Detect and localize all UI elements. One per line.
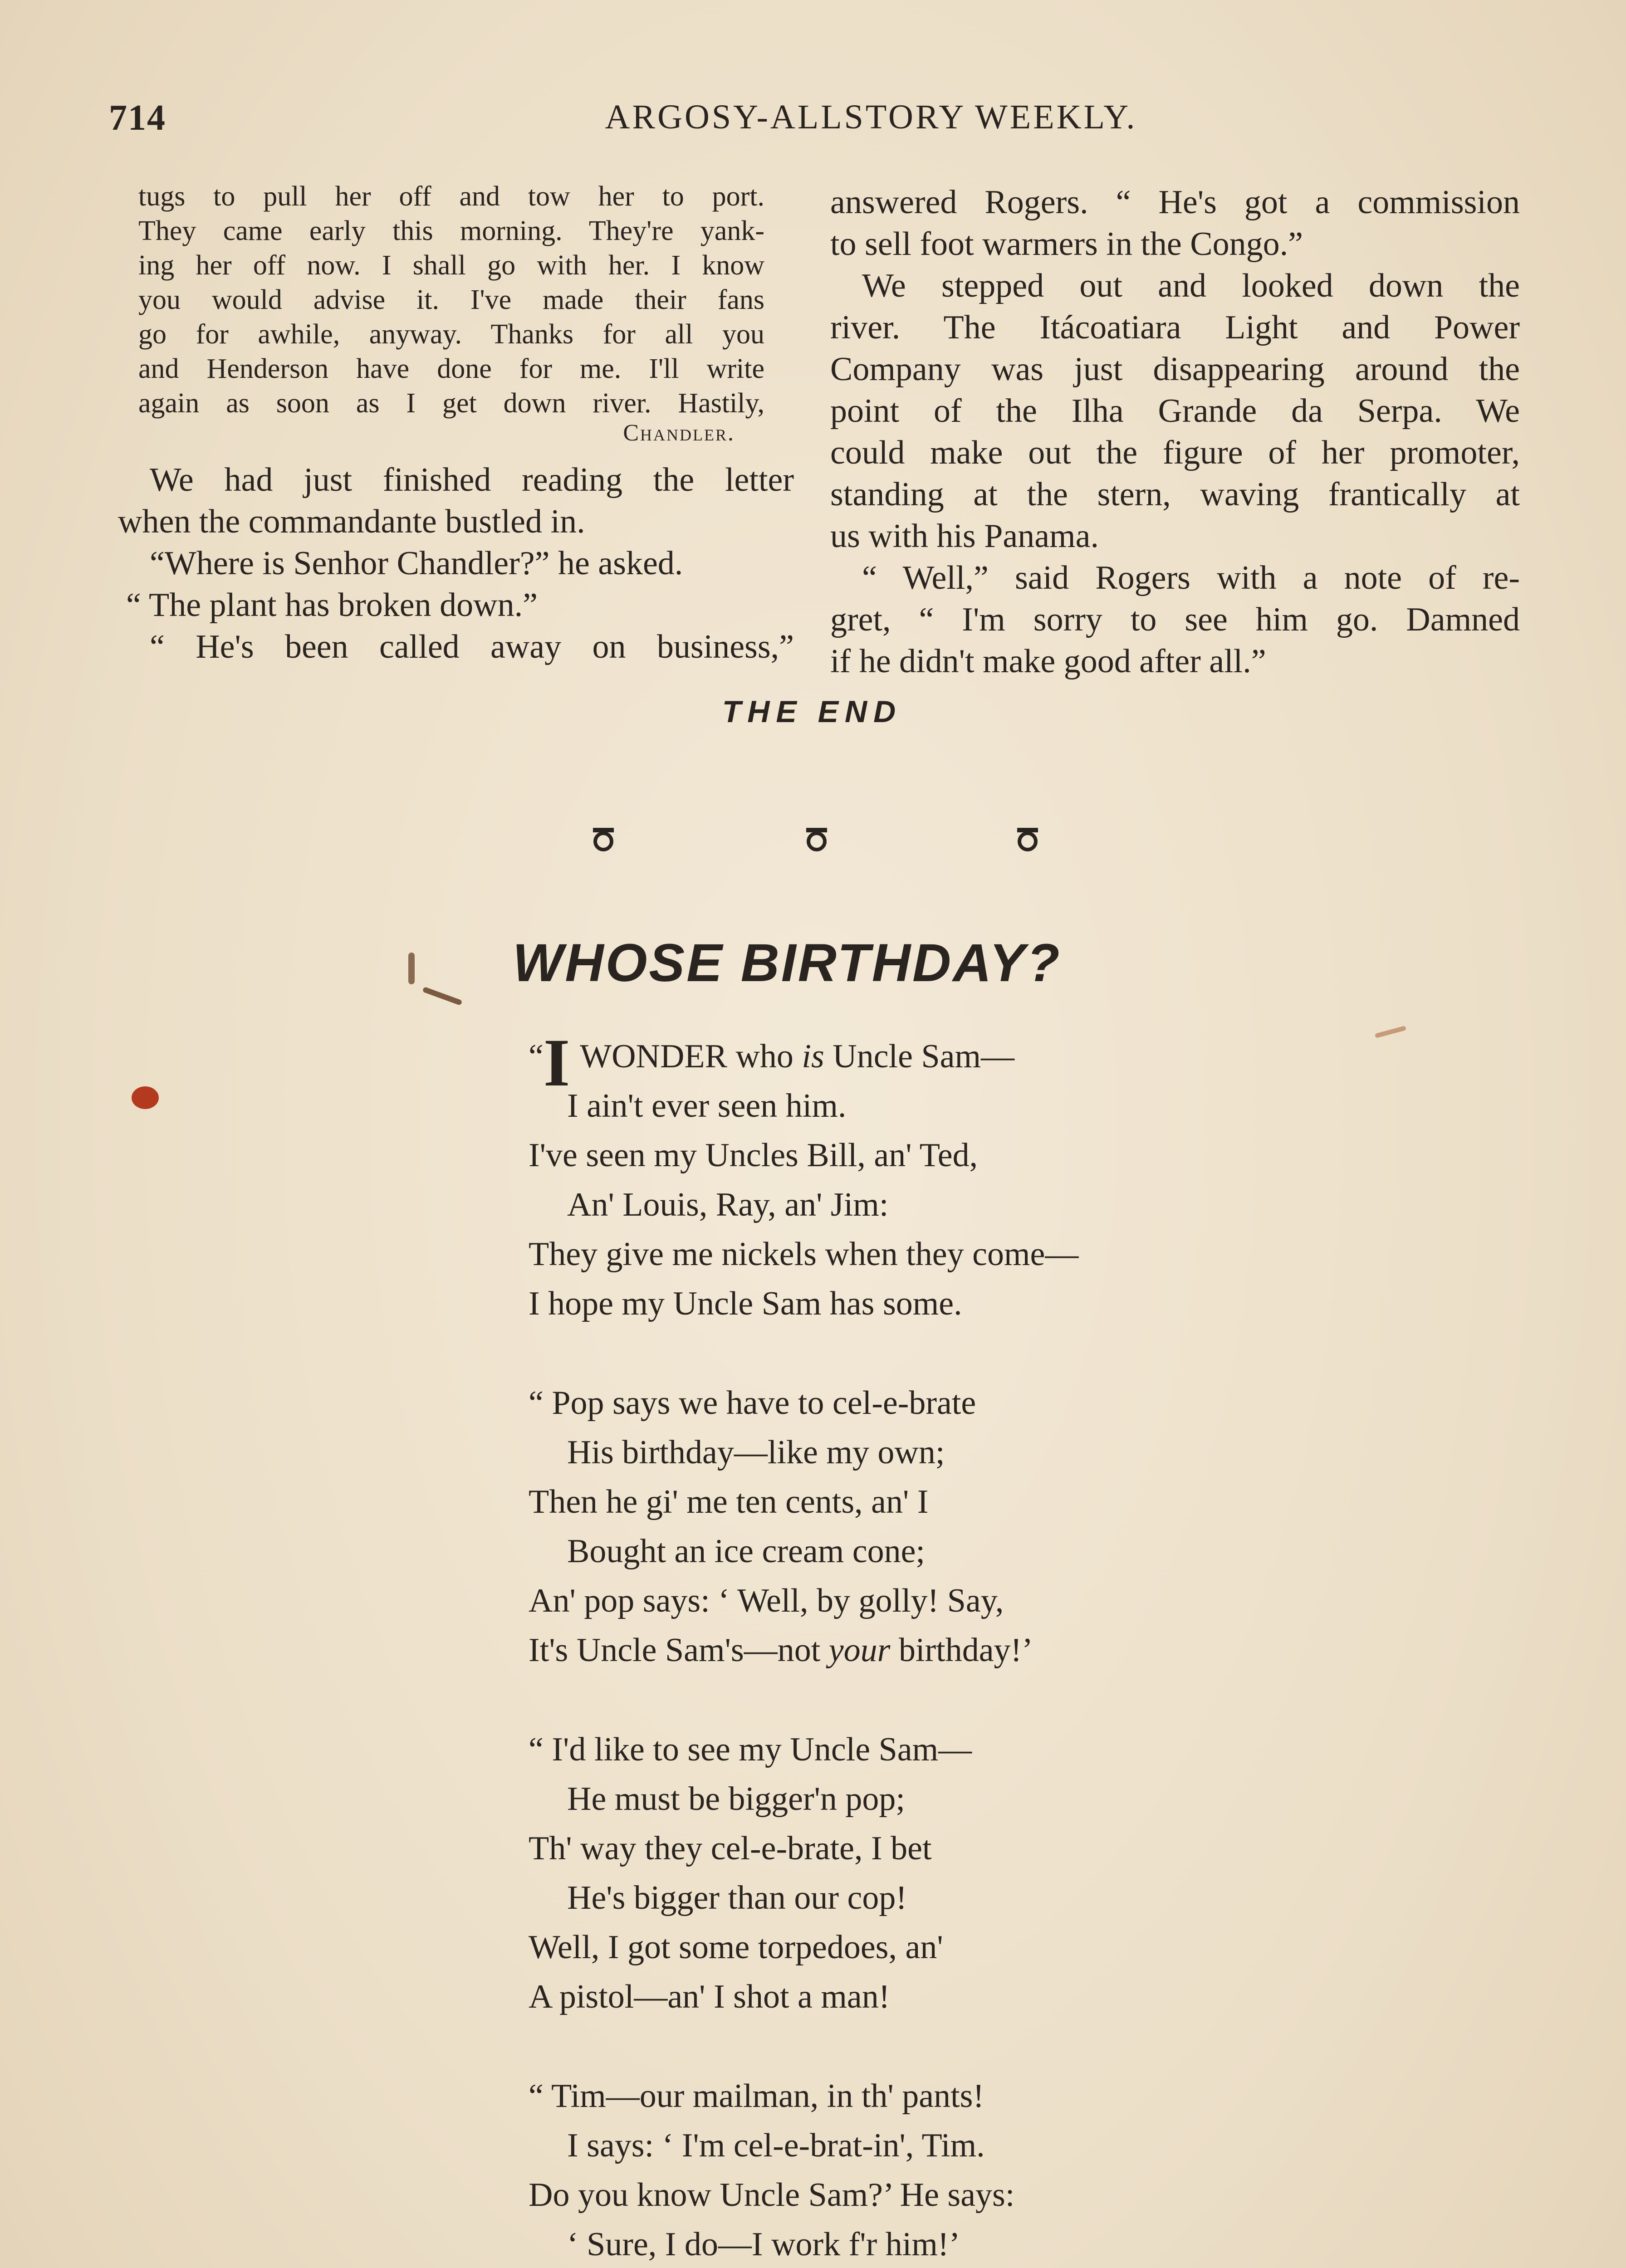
poem-line: He must be bigger'n pop; [567, 1780, 905, 1818]
poem-line: They give me nickels when they come— [529, 1236, 1079, 1273]
poem-line: It's Uncle Sam's—not your birthday!’ [529, 1632, 1033, 1669]
poem-line: “ Pop says we have to cel-e-brate [529, 1384, 976, 1422]
body-line: could make out the figure of her promoter, [830, 434, 1520, 471]
running-head: ARGOSY-ALLSTORY WEEKLY. [605, 98, 1137, 136]
body-line: river. The Itácoatiara Light and Power [830, 309, 1520, 346]
letter-line: you would advise it. I've made their fans [138, 284, 764, 315]
body-line: Company was just disappearing around the [830, 351, 1520, 388]
ornament-icon [588, 823, 619, 855]
poem [529, 1025, 1254, 2268]
letter-line: ing her off now. I shall go with her. I know [138, 250, 764, 281]
ink-stain [132, 1086, 159, 1109]
poem-line: His birthday—like my own; [567, 1434, 945, 1471]
body-line: gret, “ I'm sorry to see him go. Damned [830, 601, 1520, 638]
left-column [118, 179, 794, 668]
body-line: point of the Ilha Grande da Serpa. We [830, 392, 1520, 430]
body-line: to sell foot warmers in the Congo.” [830, 225, 1303, 263]
poem-line: A pistol—an' I shot a man! [529, 1978, 890, 2015]
body-line: when the commandante bustled in. [118, 503, 585, 540]
poem-line: “I WONDER who is Uncle Sam— [529, 1025, 1015, 1100]
page-number: 714 [109, 98, 166, 138]
poem-line: I hope my Uncle Sam has some. [529, 1285, 962, 1322]
letter-line: and Henderson have done for me. I'll write [138, 353, 764, 384]
body-line: us with his Panama. [830, 518, 1099, 555]
body-line: standing at the stern, waving frantically at [830, 476, 1520, 513]
poem-line: I ain't ever seen him. [567, 1087, 847, 1124]
poem-title: WHOSE BIRTHDAY? [513, 933, 1062, 993]
poem-line: “ I'd like to see my Uncle Sam— [529, 1731, 972, 1768]
body-line: We stepped out and looked down the [862, 267, 1520, 304]
chandler-letter [118, 179, 794, 446]
letter-line: They came early this morning. They're yank- [138, 215, 764, 246]
letter-line: again as soon as I get down river. Hastily, [138, 388, 764, 419]
poem-line: ‘ Sure, I do—I work f'r him!’ [567, 2226, 960, 2263]
body-line: if he didn't make good after all.” [830, 643, 1266, 680]
right-column [830, 181, 1520, 682]
ornament-icon [801, 823, 833, 855]
poem-line: Bought an ice cream cone; [567, 1533, 925, 1570]
poem-line: Th' way they cel-e-brate, I bet [529, 1830, 932, 1867]
letter-signature: Chandler. [623, 420, 735, 446]
poem-line: An' pop says: ‘ Well, by golly! Say, [529, 1582, 1004, 1619]
poem-line: Do you know Uncle Sam?’ He says: [529, 2176, 1015, 2214]
paper-fleck [1375, 1026, 1406, 1038]
ornament-icon [1012, 823, 1043, 855]
body-line: “ Well,” said Rogers with a note of re- [862, 559, 1520, 596]
letter-line: go for awhile, anyway. Thanks for all you [138, 319, 764, 350]
poem-line: An' Louis, Ray, an' Jim: [567, 1186, 889, 1223]
ornament-divider [544, 823, 1089, 860]
body-line: answered Rogers. “ He's got a commission [830, 184, 1520, 221]
dropcap-letter: I [543, 1025, 570, 1100]
body-line: We had just finished reading the letter [150, 461, 794, 499]
poem-line: He's bigger than our cop! [567, 1879, 907, 1916]
letter-line: tugs to pull her off and tow her to port. [138, 181, 764, 212]
poem-line: “ Tim—our mailman, in th' pants! [529, 2077, 984, 2115]
body-line: “Where is Senhor Chandler?” he asked. [150, 545, 683, 582]
poem-line: Well, I got some torpedoes, an' [529, 1929, 943, 1966]
page-header [109, 98, 1515, 147]
the-end-label: THE END [722, 694, 902, 729]
poem-line: I've seen my Uncles Bill, an' Ted, [529, 1137, 978, 1174]
poem-line: Then he gi' me ten cents, an' I [529, 1483, 929, 1520]
body-line: “ He's been called away on business,” [150, 628, 794, 665]
paper-fleck [408, 953, 415, 984]
body-line: “ The plant has broken down.” [126, 587, 538, 624]
paper-fleck [422, 987, 463, 1006]
dropcap-quote: “ [529, 1038, 544, 1075]
poem-line: I says: ‘ I'm cel-e-brat-in', Tim. [567, 2127, 985, 2164]
